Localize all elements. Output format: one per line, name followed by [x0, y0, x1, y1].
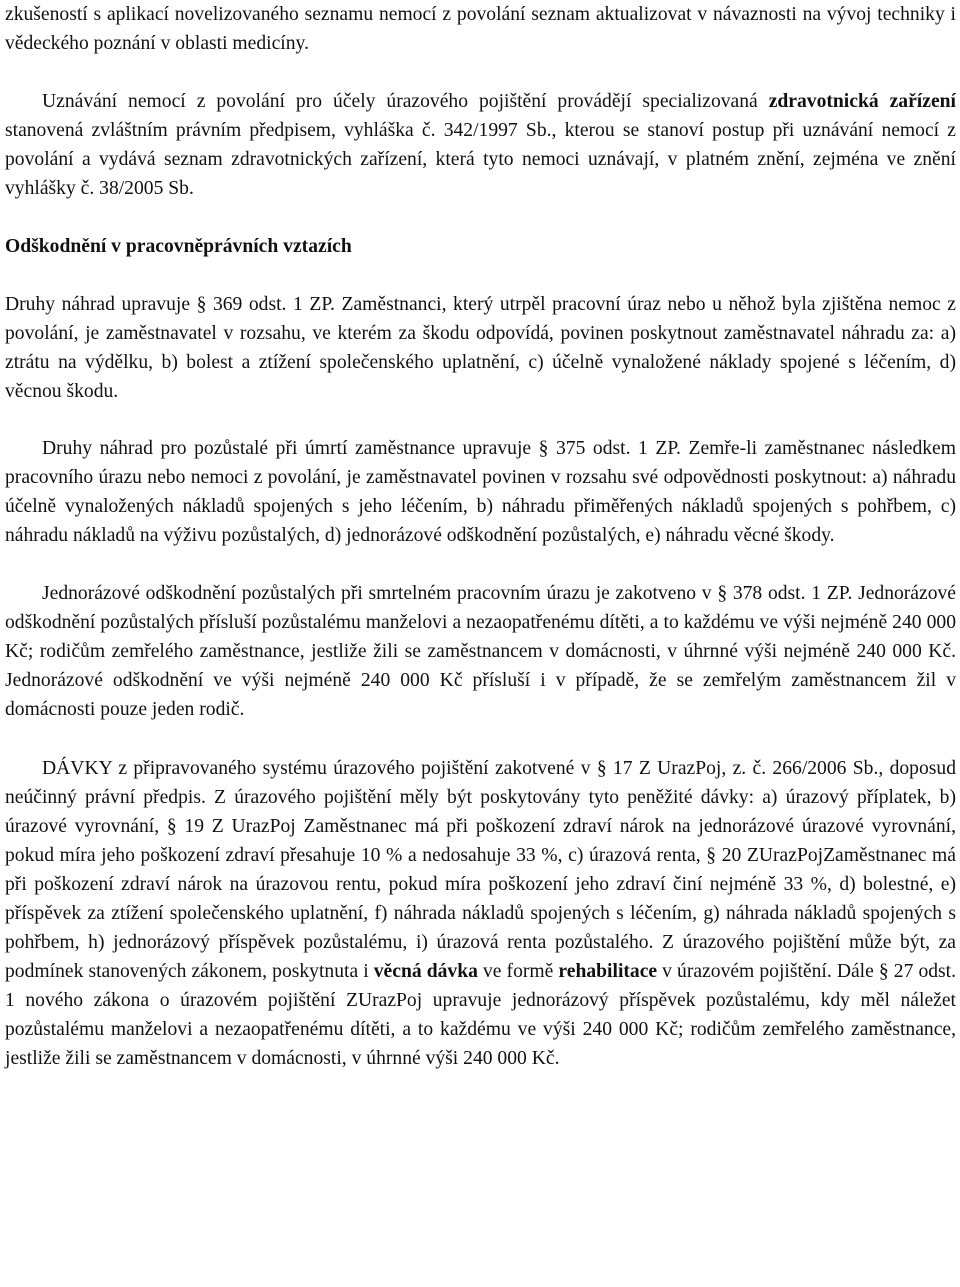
section-heading: Odškodnění v pracovněprávních vztazích	[5, 236, 352, 257]
paragraph-text: ve formě	[477, 961, 559, 982]
paragraph-text: DÁVKY z připravovaného systému úrazového pojištění zakotvené v § 17 Z UrazPoj, z. č. 266/2006 Sb., doposud neúčinný právní předpis. Z úrazového pojištění měly být poskytovány tyto peněžité dávky: a) úrazový příplatek, b) úrazové vyrovnání, § 19 Z UrazPoj Zaměstnanec má při poškození zdraví nárok na jednorázové úrazové vyrovnání, pokud míra jeho poškození zdraví přesahuje 10 % a nedosahuje 33 %, c) úrazová renta, § 20 ZUrazPojZaměstnanec má při poškození zdraví nárok na úrazovou rentu, pokud míra poškození jeho zdraví činí nejméně 33 %, d) bolestné, e) příspěvek za ztížení společenského uplatnění, f) náhrada nákladů spojených s léčením, g) náhrada nákladů spojených s pohřbem, h) jednorázový příspěvek pozůstalému, i) úrazová renta pozůstalého. Z úrazového pojištění může být, za podmínek stanovených zákonem, poskytnuta i	[5, 758, 956, 982]
emphasis-zdravotnicka-zarizeni: zdravotnická zařízení	[768, 91, 956, 112]
document-page	[5, 0, 956, 1073]
paragraph-survivors-compensation: Druhy náhrad pro pozůstalé při úmrtí zaměstnance upravuje § 375 odst. 1 ZP. Zemře-li zaměstnanec následkem pracovního úrazu nebo nemoci z povolání, je zaměstnavatel povinen v rozsahu své odpovědnosti poskytnout: a) náhradu účelně vynaložených nákladů spojených s jeho léčením, b) náhradu přiměřených nákladů spojených s pohřbem, c) náhradu nákladů na výživu pozůstalých, d) jednorázové odškodnění pozůstalých, e) náhradu věcné škody.	[5, 438, 956, 546]
paragraph-intro-continuation: zkušeností s aplikací novelizovaného seznamu nemocí z povolání seznam aktualizovat v návaznosti na vývoj techniky i vědeckého poznání v oblasti medicíny.	[5, 4, 956, 54]
emphasis-vecna-davka: věcná dávka	[373, 961, 478, 982]
paragraph-benefits-dávky	[5, 754, 956, 1073]
paragraph-one-off-compensation: Jednorázové odškodnění pozůstalých při smrtelném pracovním úrazu je zakotveno v § 378 odst. 1 ZP. Jednorázové odškodnění pozůstalých přísluší pozůstalému manželovi a nezaopatřenému dítěti, a to každému ve výši nejméně 240 000 Kč; rodičům zemřelého zaměstnance, jestliže žili se zaměstnancem v domácnosti, v úhrnné výši nejméně 240 000 Kč. Jednorázové odškodnění ve výši nejméně 240 000 Kč přísluší i v případě, že se zemřelým zaměstnancem žil v domácnosti pouze jeden rodič.	[5, 583, 956, 720]
paragraph-recognition-of-diseases	[5, 87, 956, 203]
paragraph-text: v úrazovém pojištění. Dále § 27 odst. 1 nového zákona o úrazovém pojištění ZUrazPoj upravuje jednorázový příspěvek pozůstalému, kdy měl náležet pozůstalému manželovi a nezaopatřenému dítěti, a to každému ve výši 240 000 Kč; rodičům zemřelého zaměstnance, jestliže žili se zaměstnancem v domácnosti, v úhrnné výši 240 000 Kč.	[5, 961, 957, 1069]
paragraph-text: Uznávání nemocí z povolání pro účely úrazového pojištění provádějí specializovaná	[42, 91, 769, 112]
emphasis-rehabilitace: rehabilitace	[558, 961, 658, 982]
paragraph-types-of-compensation: Druhy náhrad upravuje § 369 odst. 1 ZP. Zaměstnanci, který utrpěl pracovní úraz nebo u něhož byla zjištěna nemoc z povolání, je zaměstnavatel v rozsahu, ve kterém za škodu odpovídá, povinen poskytnout zaměstnavatel náhradu za: a) ztrátu na výdělku, b) bolest a ztížení společenského uplatnění, c) účelně vynaložené náklady spojené s léčením, d) věcnou škodu.	[5, 294, 956, 402]
paragraph-text: stanovená zvláštním právním předpisem, vyhláška č. 342/1997 Sb., kterou se stanoví postup při uznávání nemocí z povolání a vydává seznam zdravotnických zařízení, která tyto nemoci uznávají, v platném znění, zejména ve znění vyhlášky č. 38/2005 Sb.	[5, 120, 956, 199]
